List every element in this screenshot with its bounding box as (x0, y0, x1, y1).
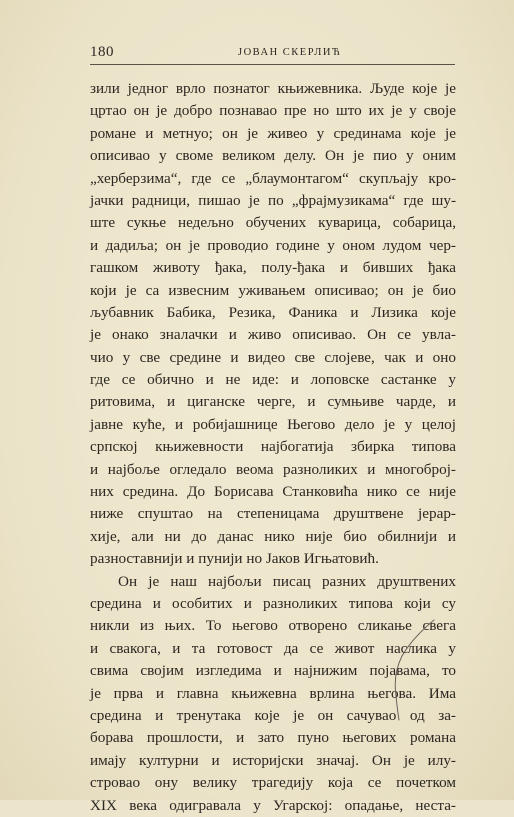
text-line: „херберзима“, где се „блаумонтагом“ скупљају кро- (90, 169, 456, 187)
text-line: јавне куће, и робијашнице Његово дело је у целој (90, 415, 456, 433)
text-line: цртао он је добро познавао пре но што их је у своје (90, 102, 456, 120)
text-line: имају културни и историјски значај. Он је илу- (90, 751, 456, 769)
text-line: и дадиља; он је проводио године у оном лудом чер- (90, 236, 456, 254)
text-line: и најбоље огледало веома разноликих и многоброј- (90, 460, 456, 478)
text-line: који је са извесним уживањем описивао; он је био (90, 281, 456, 299)
text-line: где се обично и не иде: и лоповске састанке у (90, 371, 456, 389)
text-line: је прва и главна књижевна врлина његова. Има (90, 684, 456, 702)
text-line: и свакога, и та готовост да се живот наслика у (90, 639, 456, 657)
text-line: романе и метнуо; он је живео у срединама које је (90, 124, 456, 142)
text-line: никли из њих. То његово отворено сликање свега (90, 617, 456, 635)
body-text (90, 78, 456, 817)
text-line: ритовима, и циганске черге, и сумњиве чарде, и (90, 393, 456, 411)
text-line: љубавник Бабика, Резика, Фаника и Лизика које (90, 303, 456, 321)
page-number: 180 (90, 44, 114, 60)
text-line: свима својим изгледима и најнижим појавама, то (90, 662, 456, 680)
text-line: хије, али ни до данас нико није био обилнији и (90, 527, 456, 545)
paragraph-start-line: Он је наш најбољи писац разних друштвених (118, 572, 456, 590)
paragraph-end-line: разноставнији и пунији но Јаков Игњатовић. (90, 550, 379, 568)
text-line: чио у све средине и видео све слојеве, чак и оно (90, 348, 456, 366)
text-line: ште сукње недељно обучених куварица, собарица, (90, 214, 456, 232)
text-line: описивао у своме великом делу. Он је пио у оним (90, 147, 456, 165)
text-line: је онако зналачки и живо описивао. Он се увла- (90, 326, 456, 344)
text-line: XIX века одигравала у Угарској: опадање, неста- (90, 796, 456, 814)
text-line: ниже спуштао на степеницама друштвене јерар- (90, 505, 456, 523)
text-line: средина и особитих и разноликих типова који су (90, 594, 456, 612)
text-line: средина и тренутака које је он сачувао од за- (90, 706, 456, 724)
text-line: јачки радници, пишао је по „фрајмузикама“ где шу- (90, 191, 456, 209)
text-line: српској књижевности најбогатија збирка типова (90, 438, 456, 456)
text-line: борава прошлости, и зато пуно његових романа (90, 729, 456, 747)
text-line: стровао ону велику трагедију која се почетком (90, 774, 456, 792)
running-head: ЈОВАН СКЕРЛИЋ (238, 47, 342, 58)
text-line: них средина. До Борисава Станковића нико се није (90, 483, 456, 501)
text-line: гашком животу ђака, полу-ђака и бивших ђака (90, 259, 456, 277)
text-line: зили једног врло познатог књижевника. Људе које је (90, 80, 456, 97)
page-header (90, 44, 455, 65)
